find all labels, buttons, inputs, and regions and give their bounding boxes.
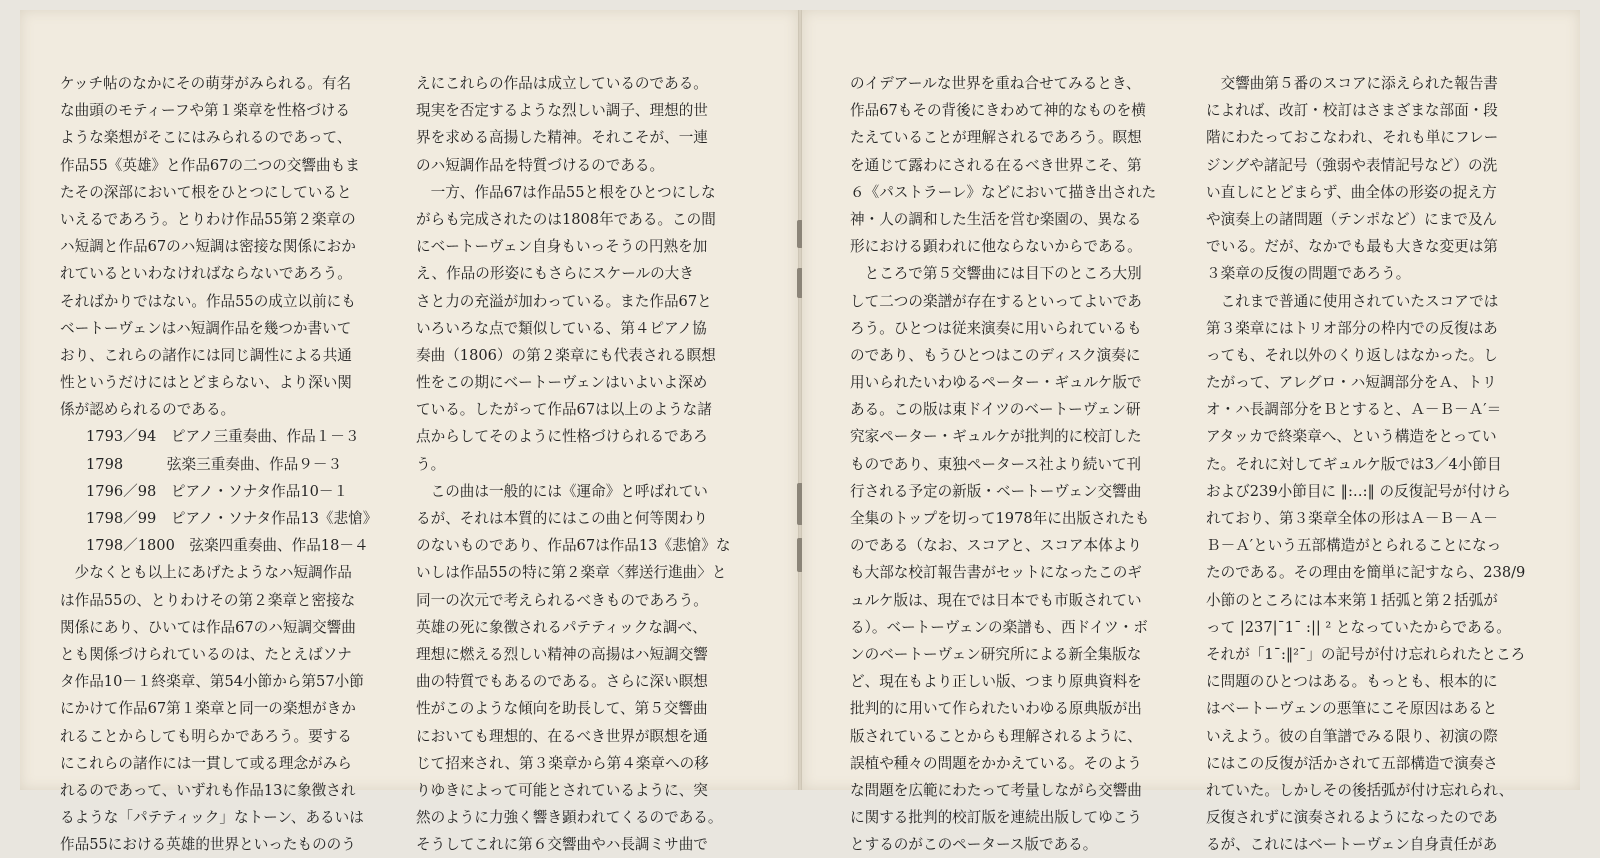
text-line: たその深部において根をひとつにしていると [60,183,352,201]
text-line: とも関係づけられているのは、たとえばソナ [60,645,352,663]
text-line: はベートーヴェンの悪筆にこそ原因はあると [1206,700,1498,718]
text-line: 1796／98 ピアノ・ソナタ作品10－１ [86,482,349,500]
text-line: を通じて露わにされる在るべき世界こそ、第 [850,156,1142,174]
text-line: っても、それ以外のくり返しはなかった。し [1206,346,1498,364]
text-line: これまで普通に使用されていたスコアでは [1206,292,1499,310]
text-line: 神・人の調和した生活を営む楽園の、異なる [850,210,1142,228]
text-line: たえていることが理解されるであろう。瞑想 [850,129,1142,147]
text-line: 行される予定の新版・ベートーヴェン交響曲 [850,482,1142,500]
text-line: 係が認められるのである。 [60,401,236,419]
text-line: アタッカで終楽章へ、という構造をとってい [1206,428,1497,446]
text-line: においても理想的、在るべき世界が瞑想を通 [416,727,708,745]
text-line: 性がこのような傾向を助長して、第５交響曲 [416,700,708,718]
text-line: 第３楽章にはトリオ部分の枠内での反復はあ [1206,319,1498,337]
text-line: 小節のところには本来第１括弧と第２括弧が [1206,591,1498,609]
text-column-3 [850,70,1180,854]
text-line: 1793／94 ピアノ三重奏曲、作品１－３ [86,428,360,446]
text-line: 曲の特質でもあるのである。さらに深い瞑想 [416,673,708,691]
text-line: ている。したがって作品67は以上のような諸 [416,401,712,419]
text-line: も大部な校訂報告書がセットになったこのギ [850,564,1142,582]
text-line: とするのがこのペータース版である。 [850,836,1098,854]
text-line: ろう。ひとつは従来演奏に用いられているも [850,319,1142,337]
text-line: 少なくとも以上にあげたようなハ短調作品 [60,564,352,582]
text-line: 同一の次元で考えられるべきものであろう。 [416,591,708,609]
text-line: ３楽章の反復の問題であろう。 [1206,265,1411,283]
text-line: 誤植や種々の問題をかかえている。そのよう [850,754,1142,772]
text-line: 作品55《英雄》と作品67の二つの交響曲もま [60,156,360,174]
text-line: にかけて作品67第１楽章と同一の楽想がきか [60,700,356,718]
text-line: 階にわたっておこなわれ、それも単にフレー [1206,129,1499,147]
text-line: にベートーヴェン自身もいっそうの円熟を加 [416,238,708,256]
text-line: して二つの楽譜が存在するといってよいであ [850,292,1142,310]
text-line: れていた。しかしその後括弧が付け忘れられ、 [1206,781,1514,799]
text-line: いえるであろう。とりわけ作品55第２楽章の [60,210,356,228]
text-line: ど、現在もより正しい版、つまり原典資料を [850,673,1142,691]
text-line: ような楽想がそこにはみられるのであって、 [60,129,352,147]
text-line: ハ短調と作品67のハ短調は密接な関係におか [60,238,356,256]
text-line: さと力の充溢が加わっている。また作品67と [416,292,712,310]
text-line: および239小節目に ‖:‥:‖ の反復記号が付けら [1206,482,1511,500]
text-line: は作品55の、とりわけその第２楽章と密接な [60,591,356,609]
text-line: 形における顕われに他ならないからである。 [850,238,1142,256]
text-column-4 [1206,70,1536,854]
text-line: たがって、アレグロ・ハ短調部分をＡ、トリ [1206,374,1497,392]
text-line: 交響曲第５番のスコアに添えられた報告書 [1206,75,1498,92]
text-line: 一方、作品67は作品55と根をひとつにしな [416,183,716,201]
text-line: たのである。その理由を簡単に記すなら、238/9 [1206,564,1526,582]
text-line: 版されていることからも理解されるように、 [850,727,1142,745]
text-line: タ作品10－１終楽章、第54小節から第57小節 [60,673,364,691]
text-line: 奏曲（1806）の第２楽章にも代表される瞑想 [416,346,716,364]
text-line: ケッチ帖のなかにその萌芽がみられる。有名 [60,75,352,92]
text-line: 全集のトップを切って1978年に出版されたも [850,510,1150,527]
text-line: 用いられたいわゆるペーター・ギュルケ版で [850,374,1142,392]
text-line: いえよう。彼の自筆譜でみる限り、初演の際 [1206,727,1498,745]
text-line: いしは作品55の特に第２楽章〈葬送行進曲〉と [416,564,727,582]
text-line: えにこれらの作品は成立しているのである。 [416,75,708,92]
text-column-1 [60,70,390,854]
text-line: や演奏上の諸問題（テンポなど）にまで及ん [1206,210,1498,228]
text-line: がらも完成されたのは1808年である。この間 [416,210,716,228]
text-line: そうしてこれに第６交響曲やハ長調ミサ曲で [416,836,708,854]
text-line: それが「1¯:‖²¯」の記号が付け忘れられたところ [1206,645,1526,663]
text-line: 1798／99 ピアノ・ソナタ作品13《悲愴》 [86,510,378,527]
text-line: ュルケ版は、現在では日本でも市販されてい [850,591,1142,609]
text-line: りゆきによって可能とされているように、突 [416,781,708,799]
text-line: によれば、改訂・校訂はさまざまな部面・段 [1206,102,1498,120]
text-line: 作品55における英雄的世界といったもののう [60,836,356,854]
text-line: のないものであり、作品67は作品13《悲愴》な [416,537,731,555]
text-line: って |237|¯1¯ :|| ² となっていたからである。 [1206,618,1511,636]
text-line: た。それに対してギュルケ版では3／4小節目 [1206,455,1502,473]
text-line: い直しにとどまらず、曲全体の形姿の捉え方 [1206,183,1497,201]
text-line: 点からしてそのように性格づけられるであろ [416,428,708,446]
text-line: この曲は一般的には《運命》と呼ばれてい [416,482,708,500]
text-line: れており、第３楽章全体の形はＡ－Ｂ－Ａ－ [1206,510,1498,527]
text-line: 性をこの期にベートーヴェンはいよいよ深め [416,374,708,392]
text-line: のハ短調作品を特質づけるのである。 [416,156,665,174]
text-line: にはこの反復が活かされて五部構造で演奏さ [1206,754,1498,772]
text-line: れるのであって、いずれも作品13に象徴され [60,781,356,799]
text-line: おり、これらの諸作には同じ調性による共通 [60,346,352,364]
text-line: れているといわなければならないであろう。 [60,265,352,283]
text-line: な曲頭のモティーフや第１楽章を性格づける [60,102,350,120]
text-line: 然のように力強く響き顕われてくるのである。 [416,809,723,827]
text-line: 理想に燃える烈しい精神の高揚はハ短調交響 [416,645,708,663]
text-line: う。 [416,455,446,473]
text-line: にこれらの諸作には一貫して或る理念がみら [60,754,352,772]
text-line: るが、これにはベートーヴェン自身責任があ [1206,836,1498,854]
text-line: 1798／1800 弦楽四重奏曲、作品18－４ [86,537,369,555]
text-column-2 [416,70,746,854]
text-line: ベートーヴェンはハ短調作品を幾つか書いて [60,319,352,337]
text-line: オ・ハ長調部分をＢとすると、Ａ－Ｂ－Ａ′＝ [1206,401,1502,419]
text-line: れることからしても明らかであろう。要する [60,727,352,745]
text-line: Ｂ－Ａ′という五部構造がとられることになっ [1206,537,1502,555]
text-line: 性というだけにはとどまらない、より深い関 [60,374,352,392]
text-line: ところで第５交響曲には目下のところ大別 [850,265,1142,283]
text-line: 究家ペーター・ギュルケが批判的に校訂した [850,428,1142,446]
text-line: に関する批判的校訂版を連続出版してゆこう [850,809,1142,827]
text-line: 1798 弦楽三重奏曲、作品９－３ [86,455,343,473]
text-line: のであり、もうひとつはこのディスク演奏に [850,346,1141,364]
text-line: ものであり、東独ペータース社より続いて刊 [850,455,1142,473]
text-line: のイデアールな世界を重ね合せてみるとき、 [850,75,1141,92]
text-line: 界を求める高揚した精神。それこそが、一連 [416,129,708,147]
left-page [20,10,798,854]
text-line: のである（なお、スコアと、スコア本体より [850,537,1142,555]
text-line: な問題を広範にわたって考量しながら交響曲 [850,781,1142,799]
text-line: ンのベートーヴェン研究所による新全集版な [850,645,1142,663]
text-line: じて招来され、第３楽章から第４楽章への移 [416,754,709,772]
text-line: いろいろな点で類似している、第４ピアノ協 [416,319,707,337]
text-line: 現実を否定するような烈しい調子、理想的世 [416,102,708,120]
right-page [802,10,1580,854]
text-line: え、作品の形姿にもさらにスケールの大き [416,265,694,283]
text-line: るような「パテティック」なトーン、あるいは [60,809,364,827]
text-line: 反復されずに演奏されるようになったのであ [1206,809,1498,827]
text-line: ジングや諸記号（強弱や表情記号など）の洗 [1206,156,1498,174]
text-line: ある。この版は東ドイツのベートーヴェン研 [850,401,1141,419]
text-line: る）。ベートーヴェンの楽譜も、西ドイツ・ボ [850,618,1148,636]
text-line: 批判的に用いて作られたいわゆる原典版が出 [850,700,1142,718]
text-line: るが、それは本質的にはこの曲と何等関わり [416,510,708,527]
text-line: でいる。だが、なかでも最も大きな変更は第 [1206,238,1498,256]
text-line: 関係にあり、ひいては作品67のハ短調交響曲 [60,618,356,636]
text-line: 作品67もその背後にきわめて神的なものを横 [850,102,1146,120]
text-line: に問題のひとつはある。もっとも、根本的に [1206,673,1498,691]
text-line: 英雄の死に象徴されるパテティックな調べ、 [416,618,707,636]
text-line: そればかりではない。作品55の成立以前にも [60,292,356,310]
text-line: ６《パストラーレ》などにおいて描き出された [850,183,1157,201]
